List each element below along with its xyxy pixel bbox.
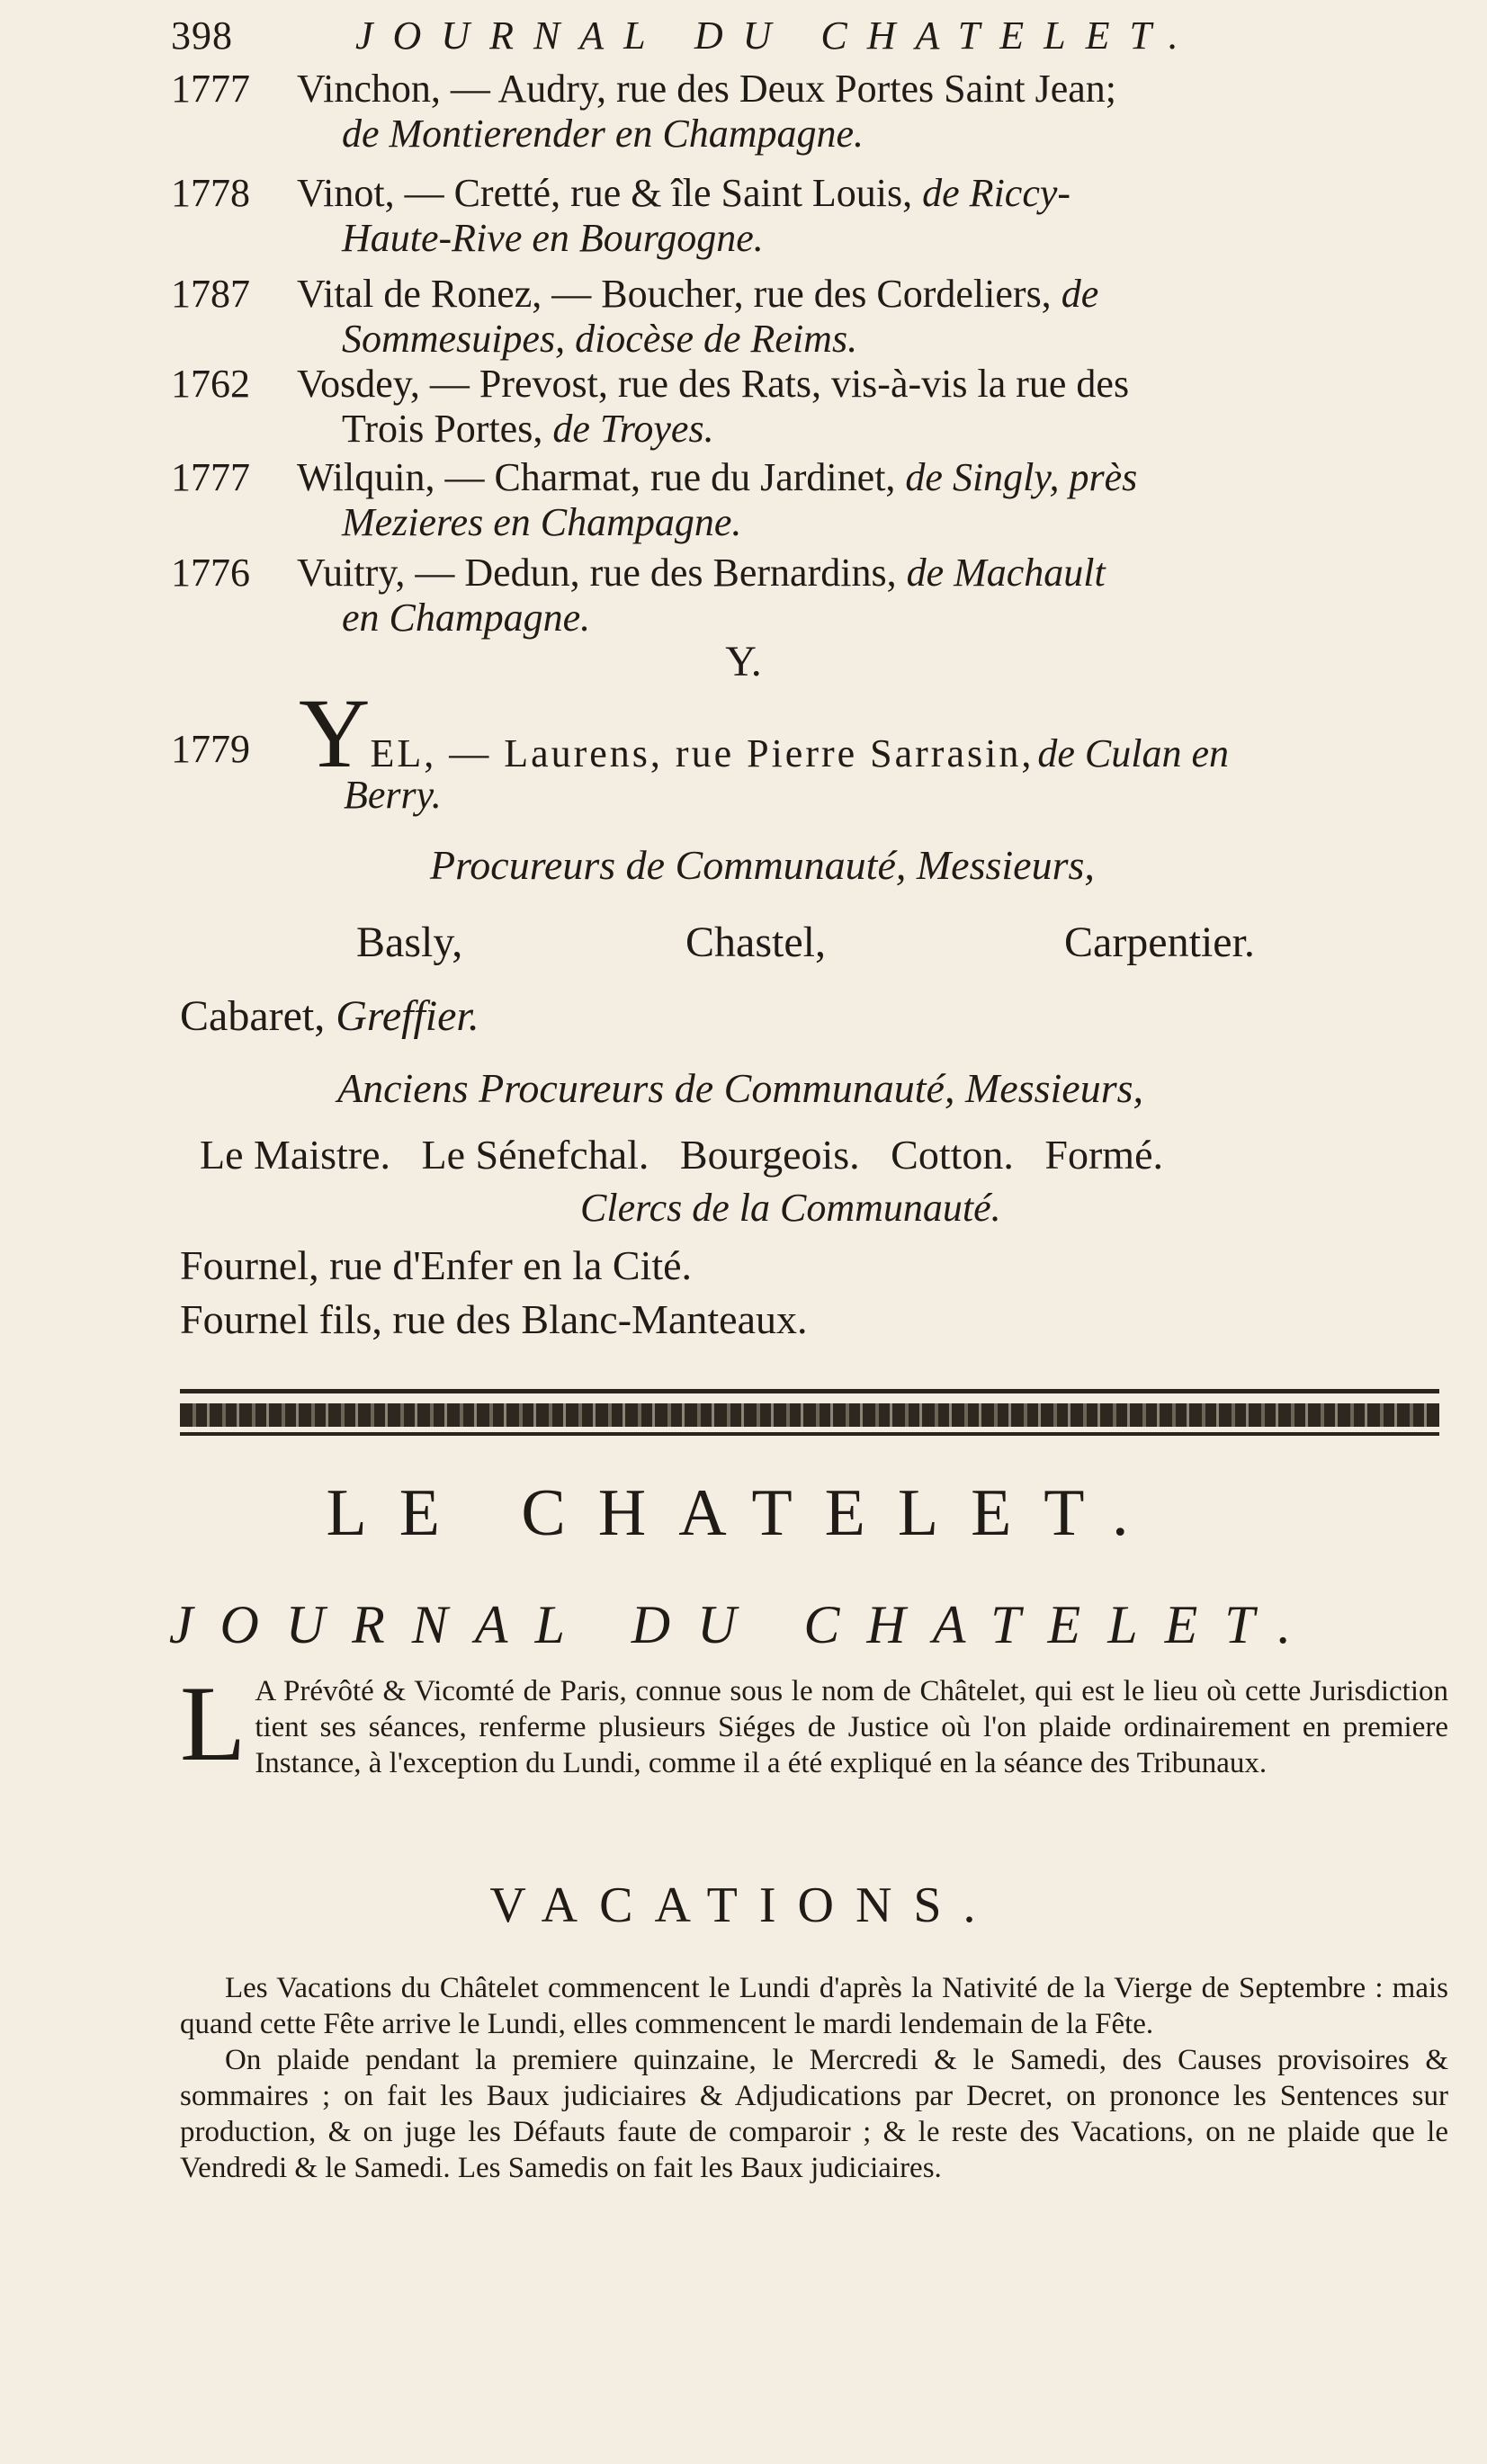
vacations-text	[180, 1970, 1448, 2186]
procureur-name: Basly,	[356, 918, 463, 966]
entry-name: Vosdey, — Prevost, rue des Rats, vis-à-vis la rue des	[297, 362, 1130, 406]
entry-year: 1776	[171, 551, 250, 595]
entry-place: Mezieres en Champagne.	[342, 500, 742, 544]
entry-place: Berry.	[344, 773, 442, 817]
paragraph: On plaide pendant la premiere quinzaine, le Mercredi & le Samedi, des Causes provisoires & sommaires ; on fait les Baux judiciaires & Adjudications par Decret, on prononce les Sentences sur production, & on juge les Défauts faute de comparoir ; & le reste des Vacations, on ne plaide que le Vendredi & le Samedi. Les Samedis on fait les Baux judiciaires.	[180, 2044, 1448, 2184]
entry-name: Vuitry, — Dedun, rue des Bernardins,	[297, 551, 897, 595]
chapter-subtitle: JOURNAL DU CHATELET.	[168, 1595, 1319, 1654]
clercs-heading: Clercs de la Communauté.	[580, 1186, 1001, 1230]
anciens-heading: Anciens Procureurs de Communauté, Messieurs,	[337, 1065, 1144, 1111]
entry-year: 1777	[171, 67, 250, 111]
entry-name: Vinot, — Cretté, rue & île Saint Louis,	[297, 171, 913, 215]
entry-place: Haute-Rive en Bourgogne.	[342, 216, 764, 260]
greffier-line	[180, 991, 479, 1041]
greffier-role: Greffier.	[336, 992, 479, 1040]
entry-year: 1787	[171, 272, 250, 316]
entry-name-italic: de Culan en	[1037, 731, 1229, 775]
procureur-name: Chastel,	[685, 918, 826, 966]
list-entry	[171, 360, 1466, 459]
entry-place: de Troyes.	[552, 407, 714, 451]
procureurs-heading: Procureurs de Communauté, Messieurs,	[430, 842, 1095, 888]
list-entry	[171, 169, 1466, 268]
entry-year: 1777	[171, 455, 250, 499]
entry-place-line	[342, 405, 714, 453]
procureur-name: Carpentier.	[1064, 918, 1255, 966]
intro-paragraph	[180, 1663, 1448, 1783]
section-title: VACATIONS.	[489, 1877, 998, 1933]
entry-year: 1779	[171, 727, 250, 771]
entry-year: 1778	[171, 171, 250, 215]
entry-name-italic: de	[1061, 272, 1099, 316]
list-entry	[171, 270, 1466, 369]
divider-rule	[180, 1389, 1439, 1393]
entry-name: Vital de Ronez, — Boucher, rue des Cordeliers,	[297, 272, 1052, 316]
entry-name: Wilquin, — Charmat, rue du Jardinet,	[297, 455, 896, 499]
paragraph: Les Vacations du Châtelet commencent le Lundi d'après la Nativité de la Vierge de Septembre : mais quand cette Fête arrive le Lundi, elles commencent le mardi lendemain de la Fête.	[180, 1972, 1448, 2040]
entry-place: Sommesuipes, diocèse de Reims.	[342, 317, 858, 361]
entry-name: EL, — Laurens, rue Pierre Sarrasin,	[370, 731, 1035, 775]
clerc-line: Fournel, rue d'Enfer en la Cité.	[180, 1242, 693, 1288]
page-number: 398	[171, 13, 233, 58]
section-letter: Y.	[725, 638, 762, 685]
entry-year: 1762	[171, 362, 250, 406]
greffier-name: Cabaret,	[180, 992, 326, 1040]
list-entry	[171, 453, 1466, 552]
entry-name-italic: de Machault	[906, 551, 1106, 595]
chapter-title: LE CHATELET.	[326, 1476, 1161, 1550]
entry-place-roman: Trois Portes,	[342, 407, 543, 451]
entry-place: de Montierender en Champagne.	[342, 112, 864, 156]
entry-name: Vinchon, — Audry, rue des Deux Portes Saint Jean;	[297, 67, 1117, 111]
list-entry	[171, 65, 1466, 164]
entry-line	[299, 678, 1229, 788]
drop-initial: Y	[299, 678, 371, 788]
anciens-names: Le Maistre. Le Sénefchal. Bourgeois. Cotton. Formé.	[200, 1132, 1164, 1178]
intro-text: A Prévôté & Vicomté de Paris, connue sous le nom de Châtelet, qui est le lieu où cette Jurisdiction tient ses séances, renferme plusieurs Siéges de Justice où l'on plaide ordinairement en premiere Instance, à l'exception du Lundi, comme il a été expliqué en la séance des Tribunaux.	[255, 1675, 1448, 1779]
entry-name-italic: de Singly, près	[905, 455, 1138, 499]
ornament-band	[180, 1403, 1439, 1427]
entry-name-line	[297, 549, 1106, 597]
entry-name-line	[297, 270, 1098, 318]
list-entry	[171, 549, 1466, 648]
entry-name-line	[297, 453, 1137, 502]
entry-name-italic: de Riccy-	[922, 171, 1071, 215]
entry-name-line	[297, 169, 1070, 218]
entry-place: en Champagne.	[342, 596, 591, 640]
clerc-line: Fournel fils, rue des Blanc-Manteaux.	[180, 1296, 808, 1342]
running-title: JOURNAL DU CHATELET.	[355, 13, 1198, 58]
divider-rule	[180, 1432, 1439, 1436]
drop-cap: L	[180, 1663, 246, 1783]
